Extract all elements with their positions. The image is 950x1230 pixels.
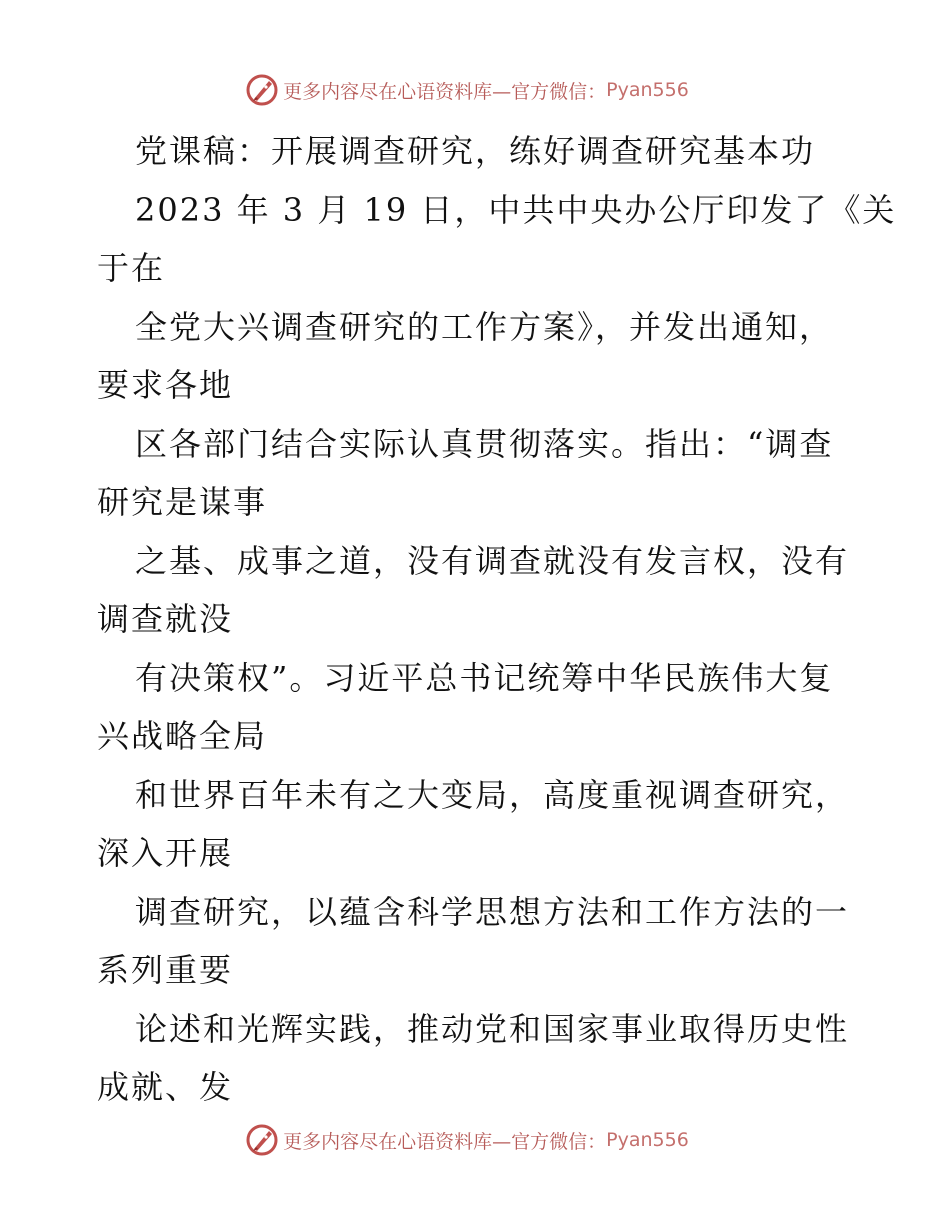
- footer-banner: [0, 1120, 950, 1160]
- banner-text: 更多内容尽在心语资料库—官方微信：: [283, 1130, 607, 1153]
- text-line: 深入开展: [97, 834, 234, 872]
- text-line: 系列重要: [97, 951, 234, 989]
- text-line: 成就、发: [97, 1068, 234, 1106]
- banner-contact: Pyan556: [606, 79, 689, 101]
- banner-contact: Pyan556: [606, 1129, 689, 1151]
- text-line: 2023 年 3 月 19 日，中共中央办公厅印发了《关: [135, 190, 897, 229]
- text-line: 调查研究，以蕴含科学思想方法和工作方法的一: [135, 892, 850, 931]
- text-line: 要求各地: [97, 366, 234, 404]
- pen-nib-logo-icon: [245, 1123, 279, 1157]
- pen-nib-logo-icon: [245, 73, 279, 107]
- text-line: 调查就没: [97, 600, 234, 638]
- text-line: 区各部门结合实际认真贯彻落实。指出：“调查: [135, 424, 834, 463]
- document-body: [97, 122, 897, 1117]
- banner-text: 更多内容尽在心语资料库—官方微信：: [283, 80, 607, 103]
- text-line: 和世界百年未有之大变局，高度重视调查研究，: [135, 775, 850, 814]
- text-line: 于在: [97, 249, 166, 287]
- text-line: 全党大兴调查研究的工作方案》，并发出通知，: [135, 307, 834, 346]
- text-line: 兴战略全局: [97, 717, 268, 755]
- text-line: 有决策权”。习近平总书记统筹中华民族伟大复: [135, 658, 834, 697]
- text-line: 研究是谋事: [97, 483, 268, 521]
- document-title: 党课稿：开展调查研究，练好调查研究基本功: [135, 132, 816, 170]
- header-banner: [0, 70, 950, 110]
- text-line: 之基、成事之道，没有调查就没有发言权，没有: [135, 541, 850, 580]
- text-line: 论述和光辉实践，推动党和国家事业取得历史性: [135, 1009, 850, 1048]
